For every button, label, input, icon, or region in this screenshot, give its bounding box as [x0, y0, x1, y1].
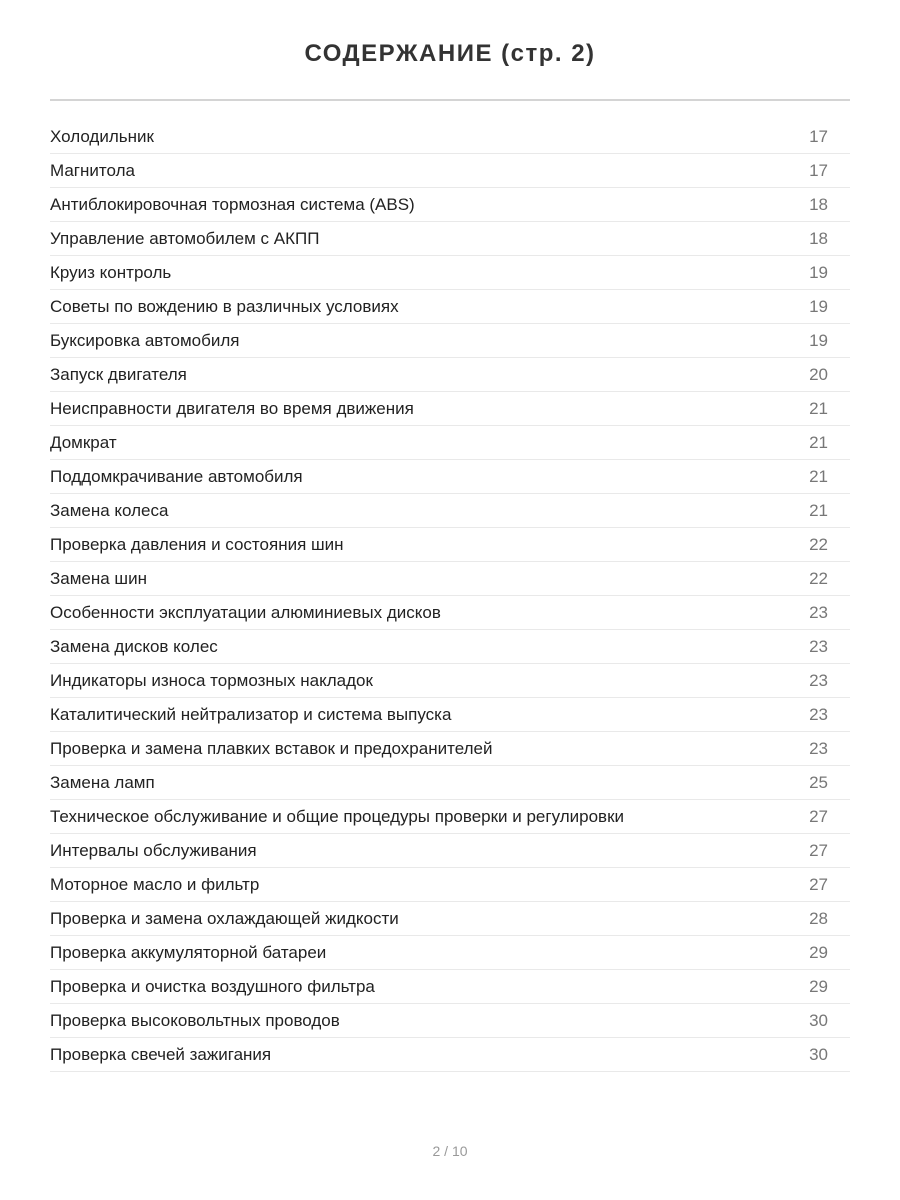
toc-entry-title: Советы по вождению в различных условиях — [50, 296, 399, 316]
toc-entry[interactable] — [50, 256, 850, 290]
toc-entry-page-number: 27 — [809, 840, 828, 860]
toc-entry-page-number: 18 — [809, 194, 828, 214]
toc-entry-title: Проверка и очистка воздушного фильтра — [50, 976, 375, 996]
table-of-contents — [50, 120, 850, 1072]
toc-entry-page-number: 17 — [809, 126, 828, 146]
toc-entry-title: Холодильник — [50, 126, 154, 146]
toc-entry[interactable] — [50, 902, 850, 936]
toc-entry[interactable] — [50, 358, 850, 392]
toc-entry-title: Замена ламп — [50, 772, 155, 792]
toc-entry[interactable] — [50, 698, 850, 732]
title-divider — [50, 99, 850, 101]
toc-entry-title: Замена колеса — [50, 500, 169, 520]
toc-entry[interactable] — [50, 766, 850, 800]
page-number-footer: 2 / 10 — [432, 1143, 468, 1159]
toc-entry-title: Антиблокировочная тормозная система (ABS) — [50, 194, 415, 214]
toc-entry[interactable] — [50, 732, 850, 766]
toc-entry-page-number: 21 — [809, 432, 828, 452]
toc-entry-title: Замена шин — [50, 568, 147, 588]
toc-entry-page-number: 30 — [809, 1010, 828, 1030]
toc-entry[interactable] — [50, 1038, 850, 1072]
toc-entry-title: Проверка и замена плавких вставок и предохранителей — [50, 738, 493, 758]
toc-entry-title: Проверка и замена охлаждающей жидкости — [50, 908, 399, 928]
toc-entry-title: Домкрат — [50, 432, 117, 452]
toc-entry[interactable] — [50, 188, 850, 222]
toc-entry-page-number: 28 — [809, 908, 828, 928]
toc-entry-title: Индикаторы износа тормозных накладок — [50, 670, 373, 690]
toc-entry-page-number: 23 — [809, 704, 828, 724]
toc-entry-title: Проверка аккумуляторной батареи — [50, 942, 327, 962]
toc-entry-page-number: 21 — [809, 398, 828, 418]
toc-entry-page-number: 21 — [809, 500, 828, 520]
toc-entry-page-number: 21 — [809, 466, 828, 486]
toc-entry[interactable] — [50, 528, 850, 562]
toc-entry[interactable] — [50, 868, 850, 902]
toc-entry-title: Магнитола — [50, 160, 135, 180]
toc-entry-page-number: 29 — [809, 942, 828, 962]
toc-entry-page-number: 29 — [809, 976, 828, 996]
toc-entry[interactable] — [50, 324, 850, 358]
toc-entry-title: Управление автомобилем с АКПП — [50, 228, 320, 248]
toc-entry[interactable] — [50, 392, 850, 426]
toc-entry[interactable] — [50, 460, 850, 494]
toc-entry-title: Проверка высоковольтных проводов — [50, 1010, 340, 1030]
toc-entry-page-number: 25 — [809, 772, 828, 792]
toc-entry-page-number: 20 — [809, 364, 828, 384]
toc-entry[interactable] — [50, 222, 850, 256]
toc-entry[interactable] — [50, 426, 850, 460]
toc-entry[interactable] — [50, 120, 850, 154]
toc-entry[interactable] — [50, 494, 850, 528]
toc-entry-title: Поддомкрачивание автомобиля — [50, 466, 303, 486]
toc-entry-title: Каталитический нейтрализатор и система выпуска — [50, 704, 452, 724]
toc-entry-page-number: 30 — [809, 1044, 828, 1064]
toc-entry-page-number: 23 — [809, 670, 828, 690]
toc-entry-title: Круиз контроль — [50, 262, 172, 282]
toc-entry-title: Моторное масло и фильтр — [50, 874, 260, 894]
toc-entry-page-number: 19 — [809, 296, 828, 316]
toc-entry-page-number: 27 — [809, 874, 828, 894]
toc-entry-page-number: 27 — [809, 806, 828, 826]
toc-entry[interactable] — [50, 630, 850, 664]
toc-entry-page-number: 23 — [809, 738, 828, 758]
toc-entry[interactable] — [50, 800, 850, 834]
toc-entry-title: Проверка давления и состояния шин — [50, 534, 344, 554]
toc-entry[interactable] — [50, 596, 850, 630]
toc-entry-title: Техническое обслуживание и общие процедуры проверки и регулировки — [50, 806, 625, 826]
toc-entry[interactable] — [50, 1004, 850, 1038]
toc-entry[interactable] — [50, 970, 850, 1004]
toc-entry[interactable] — [50, 936, 850, 970]
toc-entry[interactable] — [50, 154, 850, 188]
toc-entry-page-number: 22 — [809, 568, 828, 588]
toc-entry-page-number: 22 — [809, 534, 828, 554]
toc-entry-page-number: 17 — [809, 160, 828, 180]
toc-entry[interactable] — [50, 562, 850, 596]
toc-entry[interactable] — [50, 290, 850, 324]
toc-entry-page-number: 23 — [809, 636, 828, 656]
toc-entry-page-number: 18 — [809, 228, 828, 248]
toc-entry-title: Проверка свечей зажигания — [50, 1044, 272, 1064]
toc-entry-title: Интервалы обслуживания — [50, 840, 257, 860]
toc-entry[interactable] — [50, 834, 850, 868]
toc-entry-title: Буксировка автомобиля — [50, 330, 240, 350]
toc-entry-title: Особенности эксплуатации алюминиевых дисков — [50, 602, 441, 622]
toc-entry[interactable] — [50, 664, 850, 698]
toc-entry-page-number: 19 — [809, 262, 828, 282]
toc-entry-title: Запуск двигателя — [50, 364, 187, 384]
toc-entry-page-number: 19 — [809, 330, 828, 350]
page-title: СОДЕРЖАНИЕ (стр. 2) — [304, 40, 596, 67]
toc-entry-title: Замена дисков колес — [50, 636, 218, 656]
toc-entry-title: Неисправности двигателя во время движения — [50, 398, 414, 418]
toc-entry-page-number: 23 — [809, 602, 828, 622]
